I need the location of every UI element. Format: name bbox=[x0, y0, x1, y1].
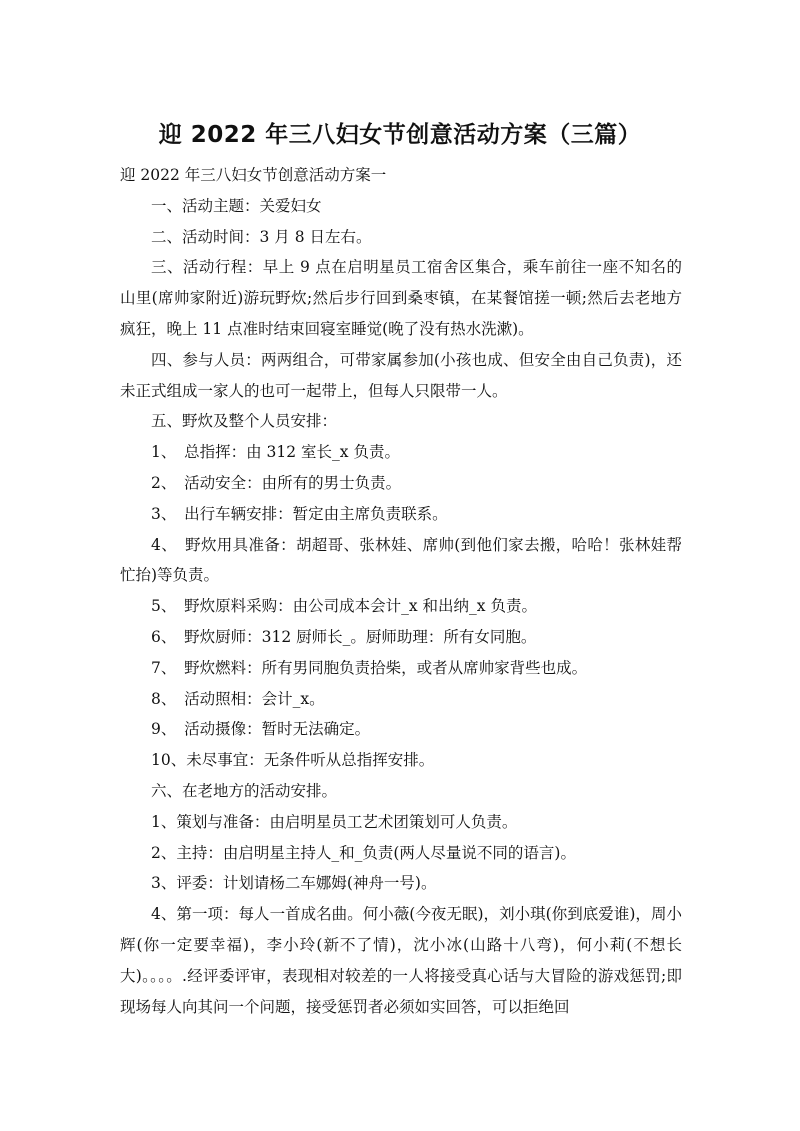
paragraph: 6、 野炊厨师：312 厨师长_。厨师助理：所有女同胞。 bbox=[151, 627, 537, 646]
paragraph: 1、策划与准备：由启明星员工艺术团策划可人负责。 bbox=[151, 812, 518, 831]
paragraph: 9、 活动摄像：暂时无法确定。 bbox=[151, 720, 371, 739]
paragraph: 三、活动行程：早上 9 点在启明星员工宿舍区集合，乘车前往一座不知名的山里(席帅家附近)游玩野炊;然后步行回到桑枣镇，在某餐馆搓一顿;然后去老地方疯狂，晚上 11 点准时结束回寝室睡觉(晚了没有热水洗漱)。 bbox=[120, 258, 682, 338]
paragraph: 8、 活动照相：会计_x。 bbox=[151, 689, 325, 708]
paragraph: 2、 活动安全：由所有的男士负责。 bbox=[151, 473, 402, 492]
paragraph: 5、 野炊原料采购：由公司成本会计_x 和出纳_x 负责。 bbox=[151, 597, 537, 616]
paragraph: 3、 出行车辆安排：暂定由主席负责联系。 bbox=[151, 504, 448, 523]
paragraph: 10、未尽事宜：无条件听从总指挥安排。 bbox=[151, 751, 435, 770]
paragraph: 五、野炊及整个人员安排： bbox=[151, 412, 338, 431]
paragraph: 迎 2022 年三八妇女节创意活动方案一 bbox=[120, 166, 387, 184]
paragraph: 一、活动主题：关爱妇女 bbox=[151, 196, 322, 215]
paragraph: 4、第一项：每人一首成名曲。何小薇(今夜无眠)，刘小琪(你到底爱谁)，周小辉(你一定要幸福)，李小玲(新不了情)，沈小冰(山路十八弯)，何小莉(不想长大)。。。。.经评委评审，表现相对较差的一人将接受真心话与大冒险的游戏惩罚;即现场每人向其问一个问题，接受惩罚者必须如实回答，可以拒绝回 bbox=[120, 905, 682, 1016]
paragraph: 二、活动时间：3 月 8 日左右。 bbox=[151, 227, 372, 246]
document-title: 迎 2022 年三八妇女节创意活动方案（三篇） bbox=[158, 122, 642, 148]
paragraph: 4、 野炊用具准备：胡超哥、张林娃、席帅(到他们家去搬，哈哈！张林娃帮忙抬)等负责。 bbox=[120, 535, 682, 585]
paragraph: 1、 总指挥：由 312 室长_x 负责。 bbox=[151, 443, 400, 462]
document-body bbox=[120, 160, 682, 1022]
paragraph: 7、 野炊燃料：所有男同胞负责拾柴，或者从席帅家背些也成。 bbox=[151, 658, 588, 677]
paragraph: 六、在老地方的活动安排。 bbox=[151, 781, 338, 800]
paragraph: 3、评委：计划请杨二车娜姆(神舟一号)。 bbox=[151, 874, 437, 893]
paragraph: 2、主持：由启明星主持人_和_负责(两人尽量说不同的语言)。 bbox=[151, 843, 576, 862]
paragraph: 四、参与人员：两两组合，可带家属参加(小孩也成、但安全由自己负责)，还未正式组成一家人的也可一起带上，但每人只限带一人。 bbox=[120, 350, 682, 400]
